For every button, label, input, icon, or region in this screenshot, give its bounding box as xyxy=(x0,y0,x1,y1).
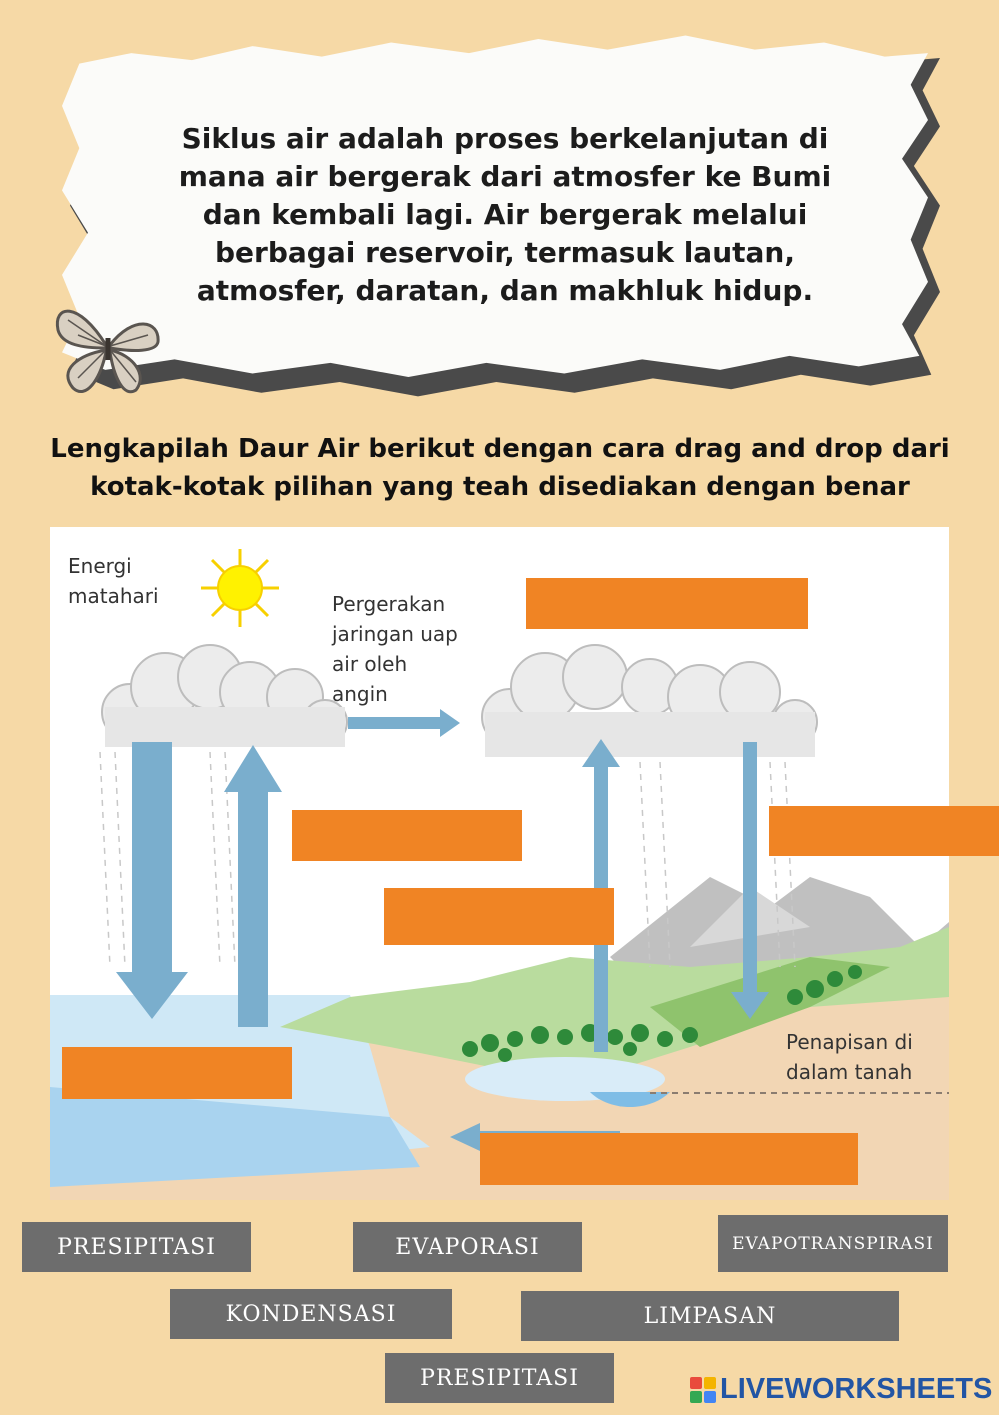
cloud-icon xyxy=(482,645,817,757)
water-cycle-diagram xyxy=(50,527,949,1200)
sun-icon xyxy=(201,549,279,627)
intro-line: atmosfer, daratan, dan makhluk hidup. xyxy=(196,274,814,307)
choice-chip[interactable]: EVAPOTRANSPIRASI xyxy=(718,1215,948,1272)
instruction xyxy=(20,430,980,506)
wind-label xyxy=(332,589,458,709)
logo-mark-icon xyxy=(690,1377,716,1403)
choice-chip[interactable]: PRESIPITASI xyxy=(22,1222,251,1272)
intro-line: dan kembali lagi. Air bergerak melalui xyxy=(202,198,808,231)
energy-label xyxy=(68,551,159,611)
drop-zone-left-cloud[interactable] xyxy=(292,810,522,861)
wind-label-line: jaringan uap xyxy=(332,622,458,646)
energy-label-line: matahari xyxy=(68,584,159,608)
drop-zone-ocean[interactable] xyxy=(62,1047,292,1099)
wind-label-line: Pergerakan xyxy=(332,592,446,616)
liveworksheets-logo xyxy=(690,1373,992,1406)
wind-label-line: air oleh xyxy=(332,652,408,676)
intro-line: Siklus air adalah proses berkelanjutan di xyxy=(181,122,829,155)
infiltration-label-line: Penapisan di xyxy=(786,1030,913,1054)
intro-line: mana air bergerak dari atmosfer ke Bumi xyxy=(178,160,832,193)
drop-zone-runoff[interactable] xyxy=(480,1133,858,1185)
choice-chip[interactable]: KONDENSASI xyxy=(170,1289,452,1339)
intro-line: berbagai reservoir, termasuk lautan, xyxy=(215,236,795,269)
drop-zone-top[interactable] xyxy=(526,578,808,629)
infiltration-label xyxy=(786,1027,913,1087)
cloud-icon xyxy=(102,645,347,747)
logo-text: LIVEWORKSHEETS xyxy=(720,1373,993,1405)
choice-chip[interactable]: EVAPORASI xyxy=(353,1222,582,1272)
choice-chip[interactable]: LIMPASAN xyxy=(521,1291,899,1341)
drop-zone-right[interactable] xyxy=(769,806,999,856)
water-cycle-illustration xyxy=(50,527,949,1200)
wind-label-line: angin xyxy=(332,682,388,706)
energy-label-line: Energi xyxy=(68,554,132,578)
infiltration-label-line: dalam tanah xyxy=(786,1060,913,1084)
butterfly-icon xyxy=(48,290,168,400)
instruction-line: Lengkapilah Daur Air berikut dengan cara drag and drop dari xyxy=(50,434,950,464)
choice-chip[interactable]: PRESIPITASI xyxy=(385,1353,614,1403)
intro-text xyxy=(150,120,860,310)
instruction-line: kotak-kotak pilihan yang teah disediakan dengan benar xyxy=(90,472,910,502)
drop-zone-center[interactable] xyxy=(384,888,614,945)
